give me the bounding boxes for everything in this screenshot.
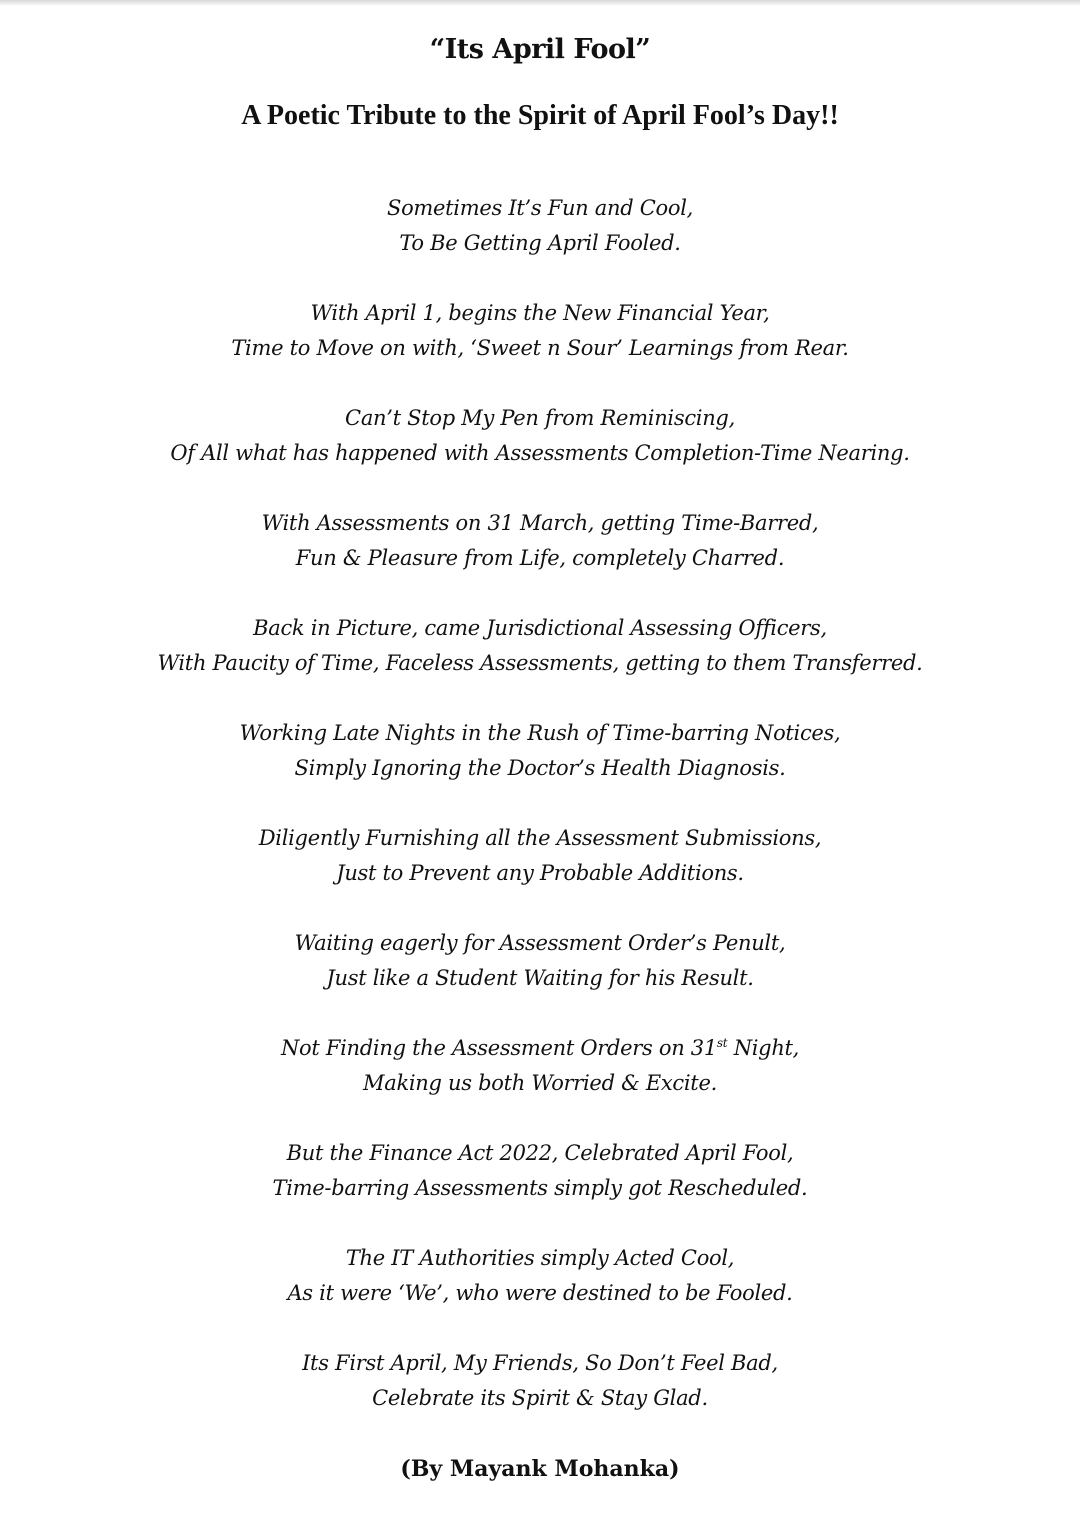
stanza bbox=[0, 716, 1080, 786]
poem-line: Celebrate its Spirit & Stay Glad. bbox=[372, 1386, 708, 1410]
poem-line: Diligently Furnishing all the Assessment Submissions, bbox=[258, 826, 822, 850]
poem-line: Time to Move on with, ‘Sweet n Sour’ Learnings from Rear. bbox=[231, 336, 849, 360]
poem-line: To Be Getting April Fooled. bbox=[399, 231, 681, 255]
poem-line: Fun & Pleasure from Life, completely Charred. bbox=[295, 546, 785, 570]
stanza bbox=[0, 926, 1080, 996]
poem-line: Just like a Student Waiting for his Result. bbox=[326, 966, 754, 990]
poem-subtitle: A Poetic Tribute to the Spirit of April Fool’s Day!! bbox=[241, 100, 839, 131]
poem-line: Making us both Worried & Excite. bbox=[363, 1071, 717, 1095]
poem-line-text: Night, bbox=[727, 1036, 800, 1060]
poem-line: As it were ‘We’, who were destined to be Fooled. bbox=[287, 1281, 793, 1305]
poem-body bbox=[0, 191, 1080, 1451]
poem-line: Simply Ignoring the Doctor’s Health Diagnosis. bbox=[294, 756, 786, 780]
poem-line-text: Not Finding the Assessment Orders on 31 bbox=[280, 1036, 717, 1060]
stanza bbox=[0, 1136, 1080, 1206]
poem-line: Waiting eagerly for Assessment Order’s Penult, bbox=[294, 931, 786, 955]
stanza bbox=[0, 401, 1080, 471]
stanza bbox=[0, 296, 1080, 366]
stanza bbox=[0, 611, 1080, 681]
ordinal-superscript: st bbox=[716, 1036, 728, 1050]
poem-line: Its First April, My Friends, So Don’t Feel Bad, bbox=[302, 1351, 778, 1375]
poem-line: With Paucity of Time, Faceless Assessments, getting to them Transferred. bbox=[157, 651, 923, 675]
stanza bbox=[0, 1241, 1080, 1311]
poem-line: Working Late Nights in the Rush of Time-barring Notices, bbox=[239, 721, 841, 745]
stanza bbox=[0, 1031, 1080, 1101]
top-edge-shadow bbox=[0, 0, 1080, 6]
stanza bbox=[0, 821, 1080, 891]
poem-line: The IT Authorities simply Acted Cool, bbox=[345, 1246, 735, 1270]
stanza bbox=[0, 506, 1080, 576]
stanza bbox=[0, 1346, 1080, 1416]
poem-line: With April 1, begins the New Financial Year, bbox=[310, 301, 770, 325]
stanza bbox=[0, 191, 1080, 261]
poem-line bbox=[0, 1031, 1080, 1066]
poem-line: Just to Prevent any Probable Additions. bbox=[336, 861, 744, 885]
poem-line: Of All what has happened with Assessments Completion-Time Nearing. bbox=[170, 441, 910, 465]
poem-line: Time-barring Assessments simply got Rescheduled. bbox=[272, 1176, 808, 1200]
author-credit: (By Mayank Mohanka) bbox=[400, 1456, 680, 1482]
poem-line: Sometimes It’s Fun and Cool, bbox=[387, 196, 693, 220]
poem-line: But the Finance Act 2022, Celebrated April Fool, bbox=[286, 1141, 794, 1165]
poem-title: “Its April Fool” bbox=[429, 34, 651, 65]
poem-line: With Assessments on 31 March, getting Time-Barred, bbox=[261, 511, 819, 535]
poem-line: Can’t Stop My Pen from Reminiscing, bbox=[345, 406, 735, 430]
poem-line: Back in Picture, came Jurisdictional Assessing Officers, bbox=[253, 616, 827, 640]
